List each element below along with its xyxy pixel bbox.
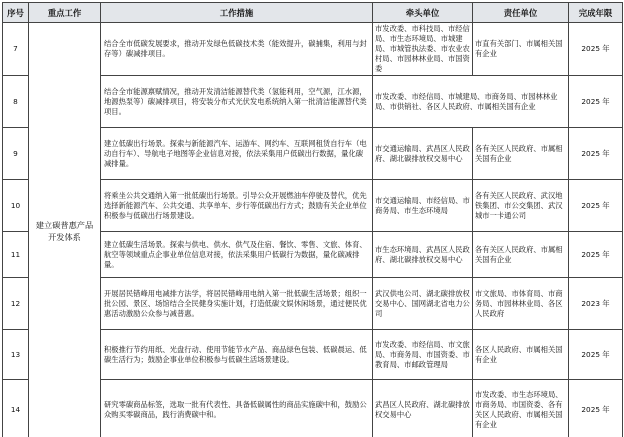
row-no: 12 xyxy=(3,278,29,330)
row-measure: 开展居民错峰用电减排方法学，将居民错峰用电纳入第一批低碳生活场景；组织一批公园、景区、场馆结合全民健身实施计划，打造低碳文娱休闲场景，通过便民优惠活动激励公众参与减普惠。 xyxy=(101,278,373,330)
row-responsible-unit: 市发改委、市生态环境局、市商务局、市国资委、各有关区人民政府、市属相关国有企业 xyxy=(473,380,569,437)
row-no: 13 xyxy=(3,330,29,380)
row-no: 8 xyxy=(3,76,29,128)
row-lead-unit: 武昌区人民政府、湖北碳排放权交易中心 xyxy=(373,380,473,437)
row-deadline: 2025 年 xyxy=(569,232,623,278)
row-measure: 结合全市能源禀赋情况，推动开发清洁能源替代类（氢能利用，空气源，江水源，地源热泵等）碳减排项目，将安装分布式光伏发电系统纳入第一批清洁能源替代类项目。 xyxy=(101,76,373,128)
row-measure: 建立低碳生活场景。探索与供电、供水、供气及住宿、餐饮、零售、文旅、体育、航空等领域重点企事业单位信息对接，依法采集用户低碳行为数据，量化碳减排量。 xyxy=(101,232,373,278)
measures-table xyxy=(2,2,623,437)
row-no: 7 xyxy=(3,23,29,76)
header-key-work: 重点工作 xyxy=(29,3,101,23)
row-deadline: 2025 年 xyxy=(569,128,623,180)
row-measure: 研究零碳商品标签，选取一批有代表性、具备低碳属性的商品实施碳中和，鼓励公众购买零碳商品，践行消费碳中和。 xyxy=(101,380,373,437)
row-lead-unit: 武汉供电公司、湖北碳排放权交易中心、国网湖北省电力公司 xyxy=(373,278,473,330)
row-lead-unit: 市交通运输局、武昌区人民政府、湖北碳排放权交易中心 xyxy=(373,128,473,180)
row-lead-unit: 市交通运输局、市经信局、市商务局、市生态环境局 xyxy=(373,180,473,232)
row-no: 9 xyxy=(3,128,29,180)
row-lead-unit: 市生态环境局、武昌区人民政府、湖北碳排放权交易中心 xyxy=(373,232,473,278)
row-no: 11 xyxy=(3,232,29,278)
row-responsible-unit: 市直有关部门、市属相关国有企业 xyxy=(473,23,569,76)
row-responsible-unit: 各有关区人民政府、市属相关国有企业 xyxy=(473,128,569,180)
row-measure: 将乘坐公共交通纳入第一批低碳出行场景。引导公众开展燃油车停驶及替代，优先选择新能源汽车、公共交通、共享单车、步行等低碳出行方式；鼓励有关企业单位积极参与低碳出行场景建设。 xyxy=(101,180,373,232)
header-measures: 工作措施 xyxy=(101,3,373,23)
row-deadline: 2025 年 xyxy=(569,330,623,380)
header-row xyxy=(3,3,623,23)
row-measure: 建立低碳出行场景。探索与新能源汽车、运游车、网约车、互联网租赁自行车（电动自行车）、导航电子地图等企业信息对接，依法采集用户低碳出行数据，量化碳减排量。 xyxy=(101,128,373,180)
table-row xyxy=(3,23,623,76)
row-responsible-unit: 市文旅局、市体育局、市商务局、市园林林业局、各区人民政府 xyxy=(473,278,569,330)
key-work-category: 建立碳普惠产品开发体系 xyxy=(29,23,101,437)
row-no: 14 xyxy=(3,380,29,437)
row-measure: 结合全市低碳发展要求，推动开发绿色低碳技术类（能效提升，碳捕集，利用与封存等）碳减排项目。 xyxy=(101,23,373,76)
row-responsible-unit: 各有关区人民政府、市属相关国有企业 xyxy=(473,232,569,278)
row-measure: 积极推行节约用纸、光盘行动、使用节能节水产品、商品绿色包装、低碳晨运、低碳生活行为；鼓励企事业单位积极参与低碳生活场景建设。 xyxy=(101,330,373,380)
row-deadline: 2023 年 xyxy=(569,278,623,330)
row-lead-unit: 市发改委、市经信局、市文旅局、市商务局、市国资委、市教育局、市邮政管理局 xyxy=(373,330,473,380)
header-lead-unit: 牵头单位 xyxy=(373,3,473,23)
row-deadline: 2025 年 xyxy=(569,180,623,232)
row-no: 10 xyxy=(3,180,29,232)
header-no: 序号 xyxy=(3,3,29,23)
header-responsible-unit: 责任单位 xyxy=(473,3,569,23)
header-deadline: 完成年限 xyxy=(569,3,623,23)
row-deadline: 2025 年 xyxy=(569,23,623,76)
row-lead-unit: 市发改委、市科技局、市经信局、市生态环境局、市城建局、市城管执法委、市农业农村局、市园林林业局、市国资委 xyxy=(373,23,473,76)
row-lead-unit: 市发改委、市经信局、市城建局、市商务局、市园林林业局、市供销社、各区人民政府、市属相关国有企业 xyxy=(373,76,569,128)
row-deadline: 2025 年 xyxy=(569,76,623,128)
row-responsible-unit: 各有关区人民政府、武汉地铁集团、市公交集团、武汉城市一卡通公司 xyxy=(473,180,569,232)
row-responsible-unit: 各区人民政府、市属相关国有企业 xyxy=(473,330,569,380)
row-deadline: 2025 年 xyxy=(569,380,623,437)
